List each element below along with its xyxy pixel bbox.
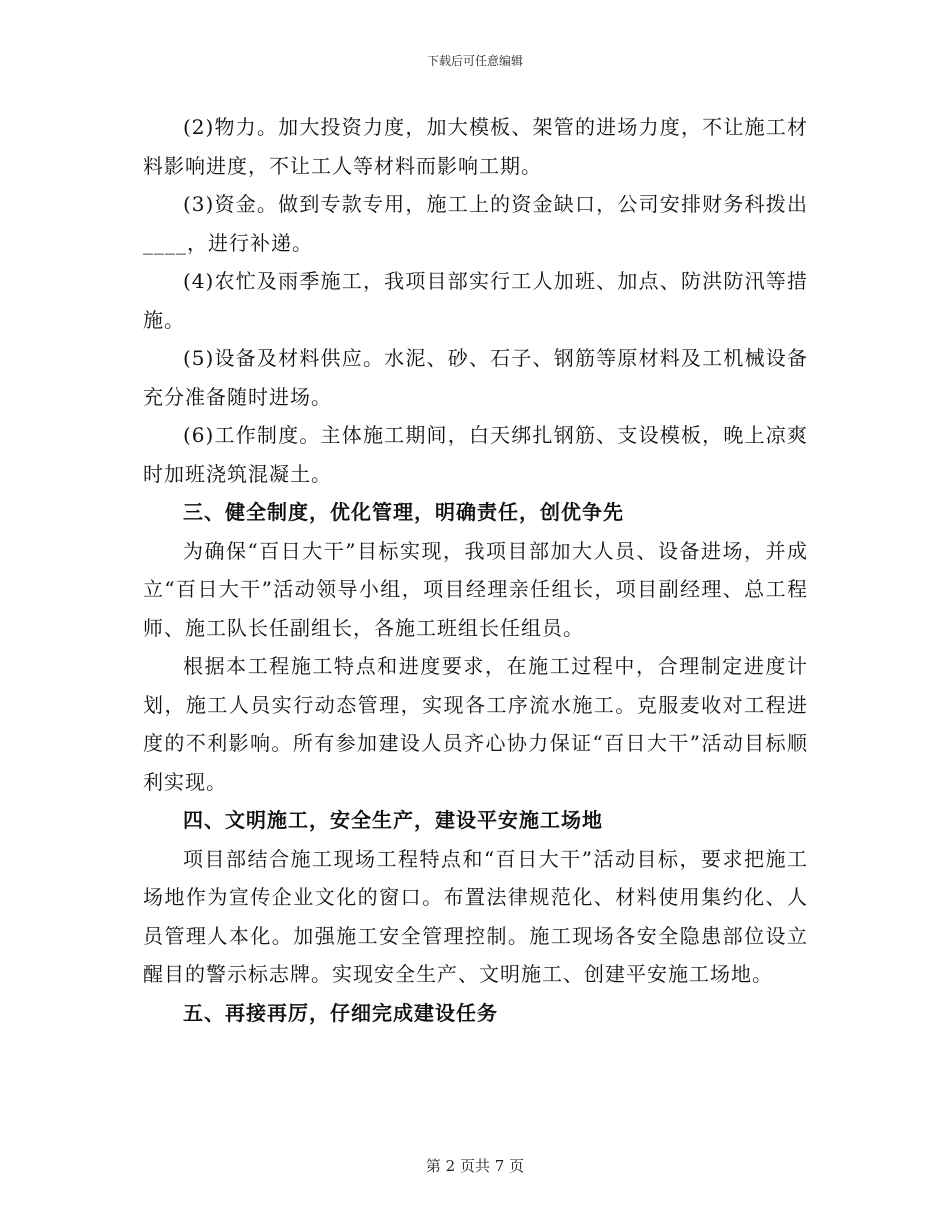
- page-header: 下载后可任意编辑: [426, 54, 523, 68]
- page-footer: 第 2 页共 7 页: [425, 1157, 525, 1175]
- section-heading-5: 五、再接再厉，仔细完成建设任务: [183, 1000, 498, 1025]
- section-heading-4: 四、文明施工，安全生产，建设平安施工场地: [183, 808, 603, 832]
- section-heading-3: 三、健全制度，优化管理，明确责任，创优争先: [183, 500, 624, 524]
- document-body: [143, 108, 808, 1032]
- paragraph-manpower-materials: (2)物力。加大投资力度，加大模板、架管的进场力度，不让施工材料影响进度，不让工人等材料而影响工期。: [143, 115, 808, 178]
- paragraph-leadership-group: 为确保“百日大干”目标实现，我项目部加大人员、设备进场，并成立“百日大干”活动领导小组，项目经理亲任组长，项目副经理、总工程师、施工队长任副组长，各施工班组长任组员。: [143, 538, 808, 640]
- paragraph-civilized-construction: 项目部结合施工现场工程特点和“百日大干”活动目标，要求把施工场地作为宣传企业文化的窗口。布置法律规范化、材料使用集约化、人员管理人本化。加强施工安全管理控制。施工现场各安全隐患部位设立醒目的警示标志牌。实现安全生产、文明施工、创建平安施工场地。: [143, 846, 808, 986]
- paragraph-funds: (3)资金。做到专款专用，施工上的资金缺口，公司安排财务科拨出____，进行补递。: [143, 192, 808, 255]
- paragraph-work-schedule: (6)工作制度。主体施工期间，白天绑扎钢筋、支设模板，晚上凉爽时加班浇筑混凝土。: [143, 423, 808, 486]
- paragraph-rainy-season: (4)农忙及雨季施工，我项目部实行工人加班、加点、防洪防汛等措施。: [143, 269, 808, 332]
- paragraph-equipment-supply: (5)设备及材料供应。水泥、砂、石子、钢筋等原材料及工机械设备充分准备随时进场。: [143, 346, 808, 409]
- paragraph-progress-plan: 根据本工程施工特点和进度要求，在施工过程中，合理制定进度计划，施工人员实行动态管理，实现各工序流水施工。克服麦收对工程进度的不利影响。所有参加建设人员齐心协力保证“百日大干”活动目标顺利实现。: [143, 654, 808, 794]
